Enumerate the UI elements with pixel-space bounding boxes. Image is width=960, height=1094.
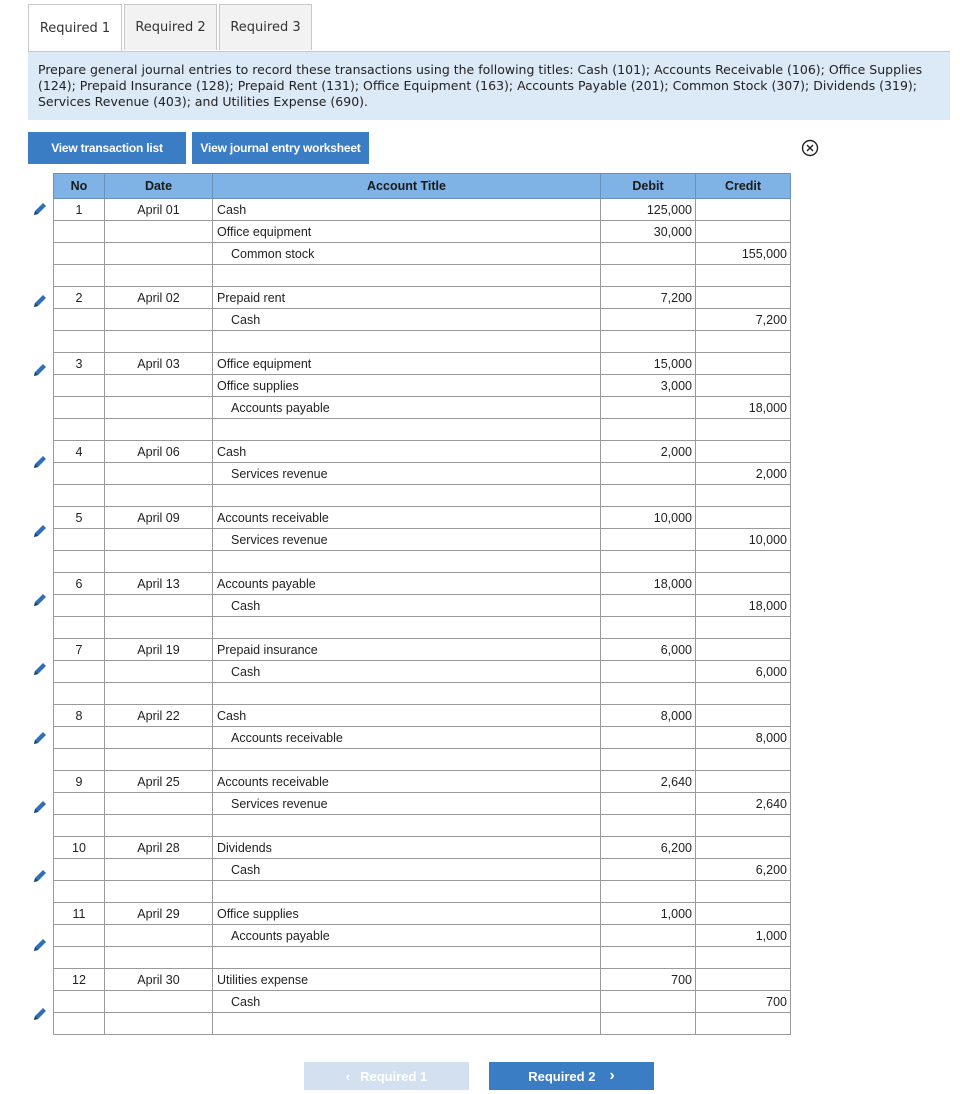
pencil-icon[interactable] bbox=[30, 798, 50, 816]
credit-cell[interactable] bbox=[696, 221, 791, 243]
pencil-icon[interactable] bbox=[30, 292, 50, 310]
table-row bbox=[54, 463, 791, 485]
debit-cell[interactable] bbox=[601, 617, 696, 639]
account-title-cell[interactable]: Services revenue bbox=[213, 463, 601, 485]
table-row bbox=[54, 529, 791, 551]
entry-date bbox=[105, 947, 213, 969]
table-row bbox=[54, 353, 791, 375]
account-title-cell[interactable]: Office equipment bbox=[213, 221, 601, 243]
debit-cell[interactable]: 6,000 bbox=[601, 639, 696, 661]
account-title-cell[interactable]: Cash bbox=[213, 661, 601, 683]
tab-required-3[interactable]: Required 3 bbox=[219, 4, 312, 50]
credit-cell[interactable] bbox=[696, 837, 791, 859]
entry-date: April 28 bbox=[105, 837, 213, 859]
credit-cell[interactable] bbox=[696, 947, 791, 969]
entry-date bbox=[105, 529, 213, 551]
debit-cell[interactable] bbox=[601, 331, 696, 353]
debit-cell[interactable] bbox=[601, 485, 696, 507]
entry-number bbox=[54, 309, 105, 331]
entry-date bbox=[105, 309, 213, 331]
debit-cell[interactable] bbox=[601, 793, 696, 815]
chevron-right-icon: › bbox=[609, 1067, 615, 1084]
table-row bbox=[54, 859, 791, 881]
account-title-cell[interactable] bbox=[213, 331, 601, 353]
account-title-cell[interactable]: Cash bbox=[213, 199, 601, 221]
entry-number: 7 bbox=[54, 639, 105, 661]
entry-date bbox=[105, 793, 213, 815]
credit-cell[interactable] bbox=[696, 815, 791, 837]
credit-cell[interactable]: 18,000 bbox=[696, 397, 791, 419]
debit-cell[interactable]: 2,000 bbox=[601, 441, 696, 463]
tab-required-2[interactable]: Required 2 bbox=[124, 4, 217, 50]
debit-cell[interactable] bbox=[601, 551, 696, 573]
entry-date bbox=[105, 859, 213, 881]
debit-cell[interactable] bbox=[601, 265, 696, 287]
table-row bbox=[54, 507, 791, 529]
credit-cell[interactable] bbox=[696, 639, 791, 661]
credit-cell[interactable] bbox=[696, 881, 791, 903]
account-title-cell[interactable]: Dividends bbox=[213, 837, 601, 859]
entry-date bbox=[105, 925, 213, 947]
account-title-cell[interactable]: Accounts receivable bbox=[213, 507, 601, 529]
account-title-cell[interactable]: Cash bbox=[213, 859, 601, 881]
debit-cell[interactable] bbox=[601, 881, 696, 903]
account-title-cell[interactable] bbox=[213, 749, 601, 771]
table-row bbox=[54, 617, 791, 639]
table-header-row bbox=[54, 174, 791, 199]
debit-cell[interactable]: 700 bbox=[601, 969, 696, 991]
table-row bbox=[54, 639, 791, 661]
instructions-text: Prepare general journal entries to record these transactions using the following titles: Cash (101); Accounts Receivable (106); Office Supplies (124); Prepaid Insurance (128); Prepaid Rent (131); Office Equipment (163); Accounts Payable (201); Common Stock (307); Dividends (319); Services Revenue (403); and Utilities Expense (690). bbox=[28, 52, 950, 120]
account-title-cell[interactable]: Accounts receivable bbox=[213, 727, 601, 749]
entry-number bbox=[54, 947, 105, 969]
credit-cell[interactable] bbox=[696, 375, 791, 397]
header-debit: Debit bbox=[601, 174, 696, 199]
debit-cell[interactable]: 30,000 bbox=[601, 221, 696, 243]
entry-date: April 29 bbox=[105, 903, 213, 925]
debit-cell[interactable]: 8,000 bbox=[601, 705, 696, 727]
entry-number bbox=[54, 793, 105, 815]
entry-date bbox=[105, 595, 213, 617]
entry-number bbox=[54, 617, 105, 639]
credit-cell[interactable]: 700 bbox=[696, 991, 791, 1013]
credit-cell[interactable] bbox=[696, 749, 791, 771]
entry-date: April 25 bbox=[105, 771, 213, 793]
entry-number: 3 bbox=[54, 353, 105, 375]
account-title-cell[interactable]: Office equipment bbox=[213, 353, 601, 375]
table-row bbox=[54, 661, 791, 683]
entry-number: 11 bbox=[54, 903, 105, 925]
entry-number bbox=[54, 727, 105, 749]
account-title-cell[interactable]: Cash bbox=[213, 991, 601, 1013]
table-row bbox=[54, 705, 791, 727]
table-row bbox=[54, 551, 791, 573]
credit-cell[interactable]: 8,000 bbox=[696, 727, 791, 749]
pencil-icon[interactable] bbox=[30, 200, 50, 218]
credit-cell[interactable]: 10,000 bbox=[696, 529, 791, 551]
entry-date bbox=[105, 815, 213, 837]
entry-number bbox=[54, 529, 105, 551]
credit-cell[interactable] bbox=[696, 199, 791, 221]
entry-date: April 02 bbox=[105, 287, 213, 309]
table-row bbox=[54, 1013, 791, 1035]
header-account-title: Account Title bbox=[213, 174, 601, 199]
table-row bbox=[54, 573, 791, 595]
prev-required-button[interactable] bbox=[304, 1062, 469, 1090]
entry-date: April 01 bbox=[105, 199, 213, 221]
account-title-cell[interactable]: Utilities expense bbox=[213, 969, 601, 991]
debit-cell[interactable] bbox=[601, 463, 696, 485]
credit-cell[interactable] bbox=[696, 419, 791, 441]
table-row bbox=[54, 727, 791, 749]
account-title-cell[interactable]: Cash bbox=[213, 705, 601, 727]
debit-cell[interactable]: 125,000 bbox=[601, 199, 696, 221]
debit-cell[interactable] bbox=[601, 419, 696, 441]
table-row bbox=[54, 903, 791, 925]
account-title-cell[interactable]: Cash bbox=[213, 595, 601, 617]
table-row bbox=[54, 397, 791, 419]
table-row bbox=[54, 815, 791, 837]
debit-cell[interactable]: 6,200 bbox=[601, 837, 696, 859]
entry-number: 2 bbox=[54, 287, 105, 309]
table-row bbox=[54, 441, 791, 463]
account-title-cell[interactable] bbox=[213, 815, 601, 837]
entry-number bbox=[54, 925, 105, 947]
entry-number bbox=[54, 265, 105, 287]
entry-number: 8 bbox=[54, 705, 105, 727]
entry-number: 10 bbox=[54, 837, 105, 859]
entry-number bbox=[54, 661, 105, 683]
entry-date bbox=[105, 617, 213, 639]
pencil-icon[interactable] bbox=[30, 936, 50, 954]
entry-number bbox=[54, 375, 105, 397]
entry-date bbox=[105, 1013, 213, 1035]
header-date: Date bbox=[105, 174, 213, 199]
account-title-cell[interactable]: Cash bbox=[213, 309, 601, 331]
account-title-cell[interactable]: Services revenue bbox=[213, 529, 601, 551]
tab-bar bbox=[28, 4, 314, 52]
credit-cell[interactable] bbox=[696, 573, 791, 595]
table-row bbox=[54, 595, 791, 617]
view-transaction-list-button[interactable]: View transaction list bbox=[28, 132, 186, 164]
debit-cell[interactable] bbox=[601, 529, 696, 551]
entry-date bbox=[105, 419, 213, 441]
debit-cell[interactable]: 1,000 bbox=[601, 903, 696, 925]
journal-table bbox=[53, 173, 791, 1035]
entry-number: 4 bbox=[54, 441, 105, 463]
account-title-cell[interactable] bbox=[213, 485, 601, 507]
account-title-cell[interactable]: Office supplies bbox=[213, 375, 601, 397]
account-title-cell[interactable]: Accounts payable bbox=[213, 573, 601, 595]
debit-cell[interactable] bbox=[601, 727, 696, 749]
debit-cell[interactable] bbox=[601, 749, 696, 771]
entry-number bbox=[54, 749, 105, 771]
entry-date bbox=[105, 485, 213, 507]
table-row bbox=[54, 837, 791, 859]
pencil-icon[interactable] bbox=[30, 867, 50, 885]
entry-date bbox=[105, 221, 213, 243]
account-title-cell[interactable] bbox=[213, 551, 601, 573]
credit-cell[interactable] bbox=[696, 485, 791, 507]
entry-number bbox=[54, 815, 105, 837]
entry-number bbox=[54, 331, 105, 353]
table-row bbox=[54, 969, 791, 991]
credit-cell[interactable]: 6,000 bbox=[696, 661, 791, 683]
account-title-cell[interactable] bbox=[213, 265, 601, 287]
debit-cell[interactable] bbox=[601, 309, 696, 331]
entry-number: 1 bbox=[54, 199, 105, 221]
entry-number bbox=[54, 551, 105, 573]
entry-date: April 13 bbox=[105, 573, 213, 595]
debit-cell[interactable] bbox=[601, 243, 696, 265]
debit-cell[interactable] bbox=[601, 661, 696, 683]
credit-cell[interactable]: 18,000 bbox=[696, 595, 791, 617]
entry-number bbox=[54, 419, 105, 441]
account-title-cell[interactable] bbox=[213, 617, 601, 639]
entry-number: 5 bbox=[54, 507, 105, 529]
entry-date bbox=[105, 749, 213, 771]
tab-required-1[interactable]: Required 1 bbox=[28, 4, 122, 52]
entry-number: 9 bbox=[54, 771, 105, 793]
pencil-icon[interactable] bbox=[30, 729, 50, 747]
credit-cell[interactable] bbox=[696, 683, 791, 705]
account-title-cell[interactable]: Prepaid insurance bbox=[213, 639, 601, 661]
credit-cell[interactable]: 2,640 bbox=[696, 793, 791, 815]
entry-number bbox=[54, 485, 105, 507]
debit-cell[interactable] bbox=[601, 397, 696, 419]
entry-number bbox=[54, 683, 105, 705]
table-row bbox=[54, 309, 791, 331]
entry-date: April 22 bbox=[105, 705, 213, 727]
table-row bbox=[54, 243, 791, 265]
entry-date bbox=[105, 727, 213, 749]
table-row bbox=[54, 749, 791, 771]
entry-number: 6 bbox=[54, 573, 105, 595]
credit-cell[interactable] bbox=[696, 617, 791, 639]
entry-number bbox=[54, 991, 105, 1013]
debit-cell[interactable]: 18,000 bbox=[601, 573, 696, 595]
account-title-cell[interactable]: Accounts receivable bbox=[213, 771, 601, 793]
table-row bbox=[54, 991, 791, 1013]
entry-number bbox=[54, 243, 105, 265]
credit-cell[interactable] bbox=[696, 287, 791, 309]
credit-cell[interactable]: 1,000 bbox=[696, 925, 791, 947]
credit-cell[interactable] bbox=[696, 441, 791, 463]
account-title-cell[interactable]: Common stock bbox=[213, 243, 601, 265]
credit-cell[interactable] bbox=[696, 353, 791, 375]
debit-cell[interactable] bbox=[601, 595, 696, 617]
pencil-icon[interactable] bbox=[30, 361, 50, 379]
account-title-cell[interactable]: Services revenue bbox=[213, 793, 601, 815]
account-title-cell[interactable] bbox=[213, 419, 601, 441]
table-row bbox=[54, 221, 791, 243]
debit-cell[interactable] bbox=[601, 947, 696, 969]
credit-cell[interactable] bbox=[696, 265, 791, 287]
entry-date: April 19 bbox=[105, 639, 213, 661]
table-row bbox=[54, 199, 791, 221]
account-title-cell[interactable] bbox=[213, 947, 601, 969]
credit-cell[interactable]: 6,200 bbox=[696, 859, 791, 881]
table-row bbox=[54, 265, 791, 287]
entry-date bbox=[105, 243, 213, 265]
credit-cell[interactable] bbox=[696, 551, 791, 573]
table-row bbox=[54, 793, 791, 815]
debit-cell[interactable]: 3,000 bbox=[601, 375, 696, 397]
table-row bbox=[54, 485, 791, 507]
account-title-cell[interactable] bbox=[213, 1013, 601, 1035]
credit-cell[interactable] bbox=[696, 771, 791, 793]
chevron-left-icon: ‹ bbox=[345, 1068, 351, 1084]
table-row bbox=[54, 771, 791, 793]
account-title-cell[interactable]: Office supplies bbox=[213, 903, 601, 925]
entry-date bbox=[105, 991, 213, 1013]
entry-date: April 03 bbox=[105, 353, 213, 375]
table-row bbox=[54, 419, 791, 441]
debit-cell[interactable]: 15,000 bbox=[601, 353, 696, 375]
debit-cell[interactable]: 10,000 bbox=[601, 507, 696, 529]
debit-cell[interactable] bbox=[601, 925, 696, 947]
table-row bbox=[54, 683, 791, 705]
entry-date: April 30 bbox=[105, 969, 213, 991]
credit-cell[interactable]: 155,000 bbox=[696, 243, 791, 265]
entry-number bbox=[54, 595, 105, 617]
debit-cell[interactable] bbox=[601, 991, 696, 1013]
view-journal-worksheet-button[interactable]: View journal entry worksheet bbox=[192, 132, 369, 164]
debit-cell[interactable] bbox=[601, 683, 696, 705]
credit-cell[interactable]: 2,000 bbox=[696, 463, 791, 485]
pencil-icon[interactable] bbox=[30, 591, 50, 609]
credit-cell[interactable] bbox=[696, 705, 791, 727]
account-title-cell[interactable]: Prepaid rent bbox=[213, 287, 601, 309]
entry-date bbox=[105, 551, 213, 573]
credit-cell[interactable] bbox=[696, 331, 791, 353]
debit-cell[interactable]: 2,640 bbox=[601, 771, 696, 793]
account-title-cell[interactable]: Accounts payable bbox=[213, 925, 601, 947]
entry-number bbox=[54, 463, 105, 485]
credit-cell[interactable] bbox=[696, 1013, 791, 1035]
debit-cell[interactable]: 7,200 bbox=[601, 287, 696, 309]
account-title-cell[interactable] bbox=[213, 881, 601, 903]
pencil-icon[interactable] bbox=[30, 660, 50, 678]
credit-cell[interactable] bbox=[696, 903, 791, 925]
table-row bbox=[54, 881, 791, 903]
entry-date bbox=[105, 463, 213, 485]
entry-number bbox=[54, 221, 105, 243]
entry-date: April 09 bbox=[105, 507, 213, 529]
entry-number bbox=[54, 859, 105, 881]
table-row bbox=[54, 331, 791, 353]
entry-number bbox=[54, 397, 105, 419]
pencil-icon[interactable] bbox=[30, 1005, 50, 1023]
credit-cell[interactable] bbox=[696, 507, 791, 529]
entry-number bbox=[54, 1013, 105, 1035]
credit-cell[interactable]: 7,200 bbox=[696, 309, 791, 331]
table-row bbox=[54, 287, 791, 309]
prev-label: Required 1 bbox=[360, 1068, 428, 1084]
pencil-icon[interactable] bbox=[30, 522, 50, 540]
debit-cell[interactable] bbox=[601, 1013, 696, 1035]
account-title-cell[interactable]: Cash bbox=[213, 441, 601, 463]
next-required-button[interactable] bbox=[489, 1062, 654, 1090]
account-title-cell[interactable] bbox=[213, 683, 601, 705]
close-icon[interactable] bbox=[801, 139, 819, 157]
entry-date bbox=[105, 331, 213, 353]
entry-date: April 06 bbox=[105, 441, 213, 463]
table-row bbox=[54, 925, 791, 947]
account-title-cell[interactable]: Accounts payable bbox=[213, 397, 601, 419]
header-credit: Credit bbox=[696, 174, 791, 199]
table-row bbox=[54, 375, 791, 397]
entry-date bbox=[105, 683, 213, 705]
entry-date bbox=[105, 881, 213, 903]
entry-number: 12 bbox=[54, 969, 105, 991]
entry-number bbox=[54, 881, 105, 903]
header-no: No bbox=[54, 174, 105, 199]
debit-cell[interactable] bbox=[601, 815, 696, 837]
credit-cell[interactable] bbox=[696, 969, 791, 991]
entry-date bbox=[105, 265, 213, 287]
entry-date bbox=[105, 375, 213, 397]
pencil-icon[interactable] bbox=[30, 453, 50, 471]
table-row bbox=[54, 947, 791, 969]
entry-date bbox=[105, 661, 213, 683]
next-label: Required 2 bbox=[528, 1068, 596, 1084]
debit-cell[interactable] bbox=[601, 859, 696, 881]
entry-date bbox=[105, 397, 213, 419]
